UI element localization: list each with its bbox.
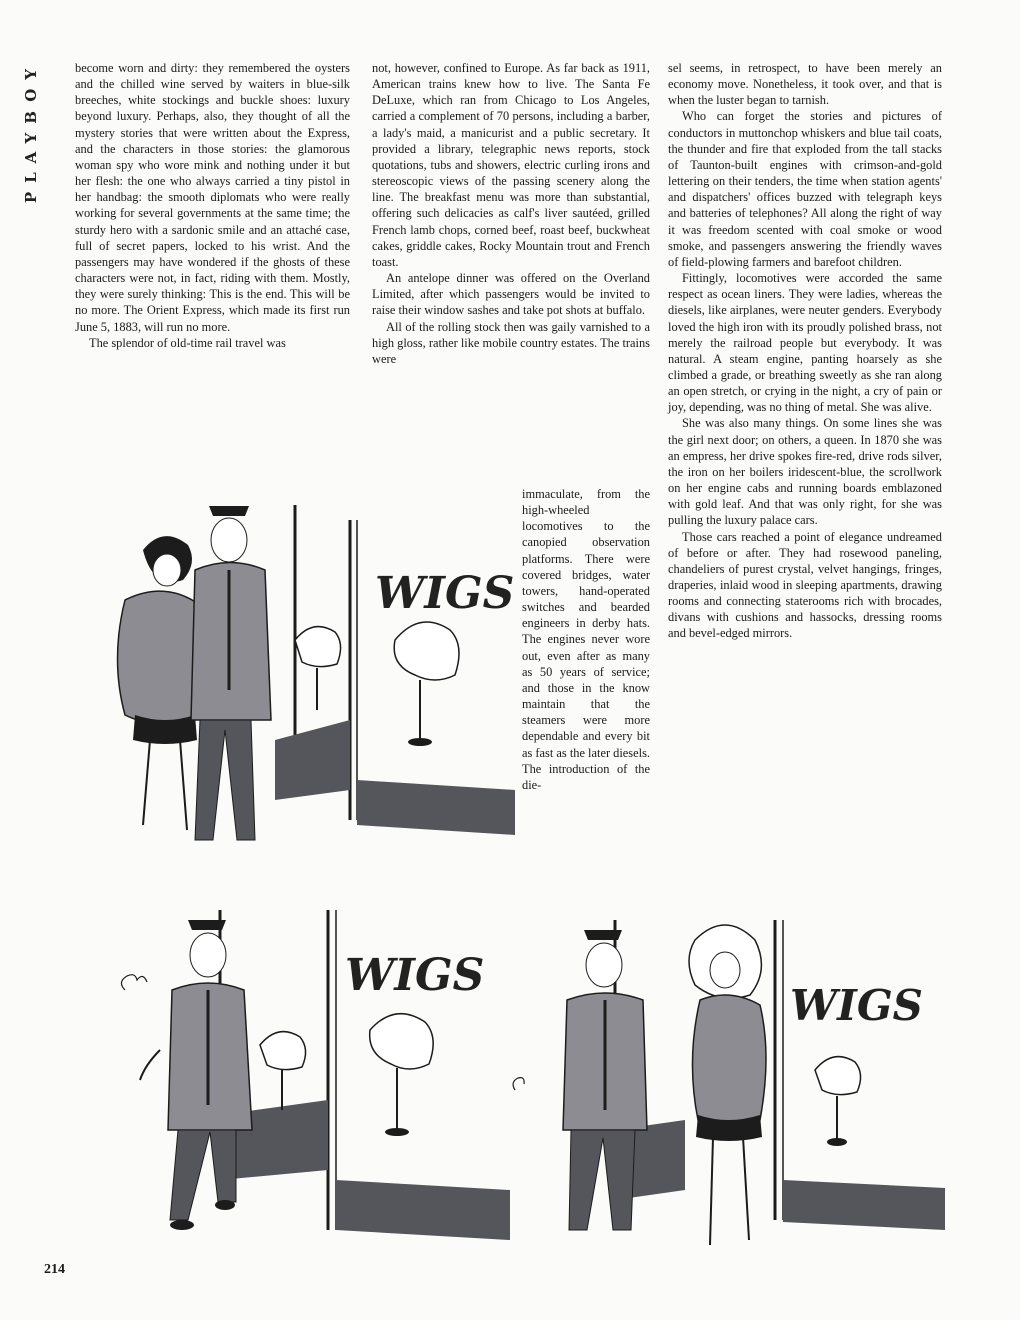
text-column-3 [668,60,942,642]
cartoon-panel-man-with-woman [505,900,945,1260]
text-column-1 [75,60,350,351]
cartoon-panel-couple [95,490,515,870]
cartoon-illustration [100,900,510,1260]
shop-sign: WIGS [790,981,924,1030]
paragraph: The splendor of old-time rail travel was [89,335,286,350]
cartoon-illustration [505,900,945,1260]
shop-sign: WIGS [375,568,515,619]
paragraph: immaculate, from the high-wheeled locomotives to the canopied observation platforms. There were covered bridges, water towers, hand-operated switches and bearded engineers in derby hats. The engines never wore out, even after as many as 50 years of service; and those in the know maintain that the steamers were more dependable and every bit as fast as the later diesels. The introduction of the die- [522,487,650,792]
paragraph: not, however, confined to Europe. As far back as 1911, American trains knew how to live. The Santa Fe DeLuxe, which ran from Chicago to Los Angeles, carried a complement of 70 persons, including a barber, a lady's maid, a manicurist and a public secretary. It provided a library, telegraphic news reports, stock quotations, tubs and showers, electric curling irons and stereoscopic views of the passing scenery along the line. The breakfast menu was more than substantial, offering such delicacies as calf's liver sautéed, grilled French lamb chops, corned beef, roast beef, buckwheat cakes, griddle cakes, Rocky Mountain trout and French toast. [372,61,650,269]
text-column-2-continued [522,486,650,793]
paragraph: All of the rolling stock then was gaily varnished to a high gloss, rather like mobile country estates. The trains were [372,319,650,366]
paragraph: become worn and dirty: they remembered the oysters and the chilled wine served by waiters in blue-silk breeches, white stockings and buckle shoes: luxury beyond luxury. Perhaps, also, they thought of all the mystery stories that were written about the Express, and the characters in those stories: the glamorous woman spy who wore mink and nothing under it but her flesh: the one who always carried a tiny pistol in her handbag: the smooth diplomats who were really working for several governments at the same time; the sturdy hero with a sardonic smile and an attaché case, full of secret papers, locked to his wrist. And the passengers may have wondered if the ghosts of these characters were not, in fact, riding with them. Mostly, they were surely thinking: This is the end. This will be no more. The Orient Express, which made its first run June 5, 1883, will run no more. [75,61,350,334]
paragraph: She was also many things. On some lines she was the girl next door; on others, a queen. In 1870 she was an empress, her drive spokes fire-red, drive rods silver, the iron on her boilers iridescent-blue, the scrollwork on her engine cabs and running boards emblazoned with gold leaf. And that was only right, for she was pulling the luxury palace cars. [668,416,942,528]
paragraph: Fittingly, locomotives were accorded the same respect as ocean liners. They were ladies, whereas the diesels, like airplanes, were neuter genders. Everybody loved the high iron with its proudly polished brass, not merely the railroad people but everybody. It was natural. A steam engine, panting hoarsely as she climbed a grade, or breathing sweetly as she ran along an open stretch, or crying in the night, a cry of pain or joy, depending, was no thing of metal. She was alive. [668,271,942,415]
text-column-2 [372,60,650,367]
paragraph: An antelope dinner was offered on the Overland Limited, after which passengers would be invited to raise their window sashes and take pot shots at buffalo. [372,271,650,318]
cartoon-illustration [95,490,515,870]
shop-sign: WIGS [345,950,485,1001]
cartoon-panel-man-alone [100,900,510,1260]
page-number: 214 [44,1262,65,1277]
magazine-masthead: PLAYBOY [22,60,40,204]
paragraph: sel seems, in retrospect, to have been merely an economy move. Nonetheless, it took over, and that is when the luster began to tarnish. [668,61,942,108]
paragraph: Who can forget the stories and pictures of conductors in muttonchop whiskers and blue tail coats, the thunder and fire that exploded from the tall stacks of Taunton-built engines with crimson-and-gold lettering on their tenders, the time when station agents' and dispatchers' offices buzzed with telegraph keys and batteries of telephones? All along the right of way it was freedom scented with coal smoke or wood smoke, and passengers answering the friendly waves of field-plowing farmers and barefoot children. [668,109,942,269]
paragraph: Those cars reached a point of elegance undreamed of before or after. They had rosewood paneling, chandeliers of purest crystal, velvet hangings, fringes, draperies, inlaid wood in sleeping apartments, drawing rooms and connecting staterooms rich with brocades, divans with cushions and hassocks, dressing rooms and bevel-edged mirrors. [668,529,942,641]
